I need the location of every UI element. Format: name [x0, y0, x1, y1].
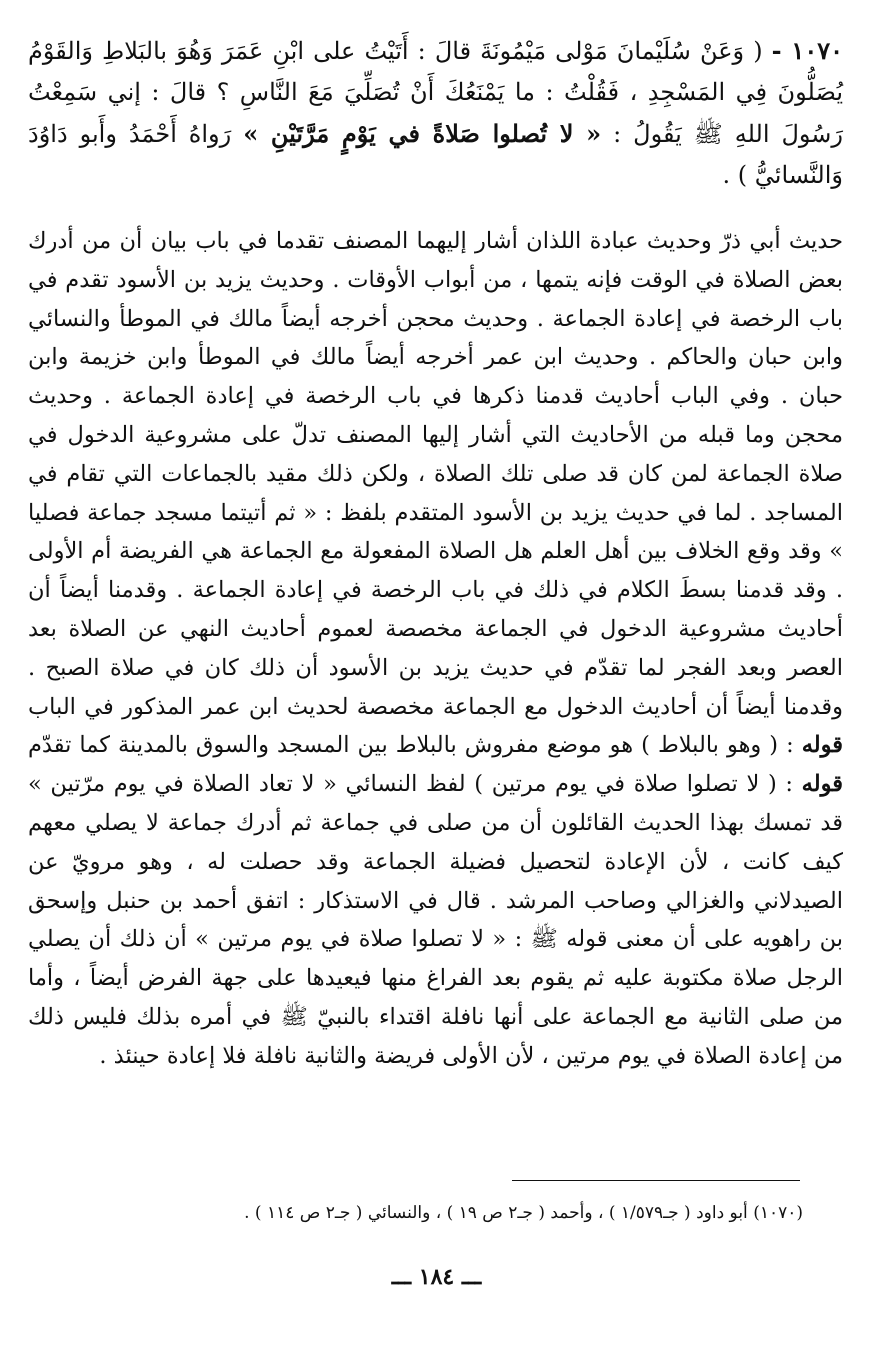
commentary-keyword: قوله [801, 732, 843, 759]
footnote-divider [512, 1180, 800, 1181]
commentary-part1: حديث أبي ذرّ وحديث عبادة اللذان أشار إليهما المصنف تقدما في باب بيان أن من أدرك بعض الصلاة في الوقت فإنه يتمها ، من أبواب الأوقات . وحديث يزيد بن الأسود تقدم في باب الرخصة في إعادة الجماعة . وحديث محجن أخرجه أيضاً مالك في الموطأ والنسائي وابن حبان والحاكم . وحديث ابن عمر أخرجه أيضاً مالك في الموطأ وابن خزيمة وابن حبان . وفي الباب أحاديث قدمنا ذكرها في باب الرخصة في إعادة الجماعة . وحديث محجن وما قبله من الأحاديث التي أشار إليها المصنف تدلّ على مشروعية الدخول في صلاة الجماعة لمن كان قد صلى تلك الصلاة ، ولكن ذلك مقيد بالجماعات التي تقام في المساجد . لما في حديث يزيد بن الأسود المتقدم بلفظ : « ثم أتيتما مسجد جماعة فصليا » وقد وقع الخلاف بين أهل العلم هل الصلاة المفعولة مع الجماعة هي الفريضة أم الأولى . وقد قدمنا بسطَ الكلام في ذلك في باب الرخصة في إعادة الجماعة . وقدمنا أيضاً أن أحاديث مشروعية الدخول في الجماعة مخصصة لعموم أحاديث النهي عن الصلاة بعد العصر وبعد الفجر لما تقدّم في حديث يزيد بن الأسود أن ذلك كان في صلاة الصبح . وقدمنا أيضاً أن أحاديث الدخول مع الجماعة مخصصة لحديث ابن عمر المذكور في الباب [28, 228, 843, 720]
hadith-text-part1: ( وَعَنْ سُلَيْمانَ مَوْلى مَيْمُونَةَ قالَ : أَتَيْتُ على ابْنِ عَمَرَ وَهُوَ بالبَلاطِ وَالقَوْمُ يُصَلُّونَ فِي المَسْجِدِ ، فَقُلْتُ : ما يَمْنَعُكَ أَنْ تُصَلِّيَ مَعَ النَّاسِ ؟ قالَ : إني سَمِعْتُ رَسُولَ اللهِ ﷺ يَقُولُ : [28, 37, 844, 148]
hadith-quote: « لا تُصلوا صَلاةً في يَوْمٍ مَرَّتَيْنِ » [243, 119, 602, 148]
hadith-text-part2: رَواهُ أَحْمَدُ وأَبو دَاوُدَ وَالنَّسائيُّ ) . [28, 120, 843, 189]
commentary-keyword: قوله [801, 771, 843, 798]
hadith-text [28, 30, 843, 196]
hadith-number: ١٠٧٠ - [771, 36, 843, 65]
page-number: ـــ ١٨٤ ـــ [391, 1264, 482, 1290]
commentary-part2: : ( وهو بالبلاط ) هو موضع مفروش بالبلاط بين المسجد والسوق بالمدينة كما تقدّم [28, 732, 794, 759]
footnote: (١٠٧٠) أبو داود ( جـ١/٥٧٩ ) ، وأحمد ( جـ٢ ص ١٩ ) ، والنسائي ( جـ٢ ص ١١٤ ) . [244, 1203, 803, 1223]
commentary-paragraph [28, 222, 843, 1076]
hadith-block [28, 30, 843, 196]
commentary-part3: : ( لا تصلوا صلاة في يوم مرتين ) لفظ النسائي « لا تعاد الصلاة في يوم مرّتين » قد تمسك بهذا الحديث القائلون أن من صلى في جماعة ثم أدرك جماعة لا يصلي معهم كيف كانت ، لأن الإعادة لتحصيل فضيلة الجماعة وقد حصلت له ، وهو مرويّ عن الصيدلاني والغزالي وصاحب المرشد . قال في الاستذكار : اتفق أحمد بن حنبل وإسحق بن راهويه على أن معنى قوله ﷺ : « لا تصلوا صلاة في يوم مرتين » أن ذلك أن يصلي الرجل صلاة مكتوبة عليه ثم يقوم بعد الفراغ منها فيعيدها على جهة الفرض أيضاً ، وأما من صلى الثانية مع الجماعة على أنها نافلة اقتداء بالنبيّ ﷺ في أمره بذلك فليس ذلك من إعادة الصلاة في يوم مرتين ، لأن الأولى فريضة والثانية نافلة فلا إعادة حينئذ . [28, 771, 843, 1069]
